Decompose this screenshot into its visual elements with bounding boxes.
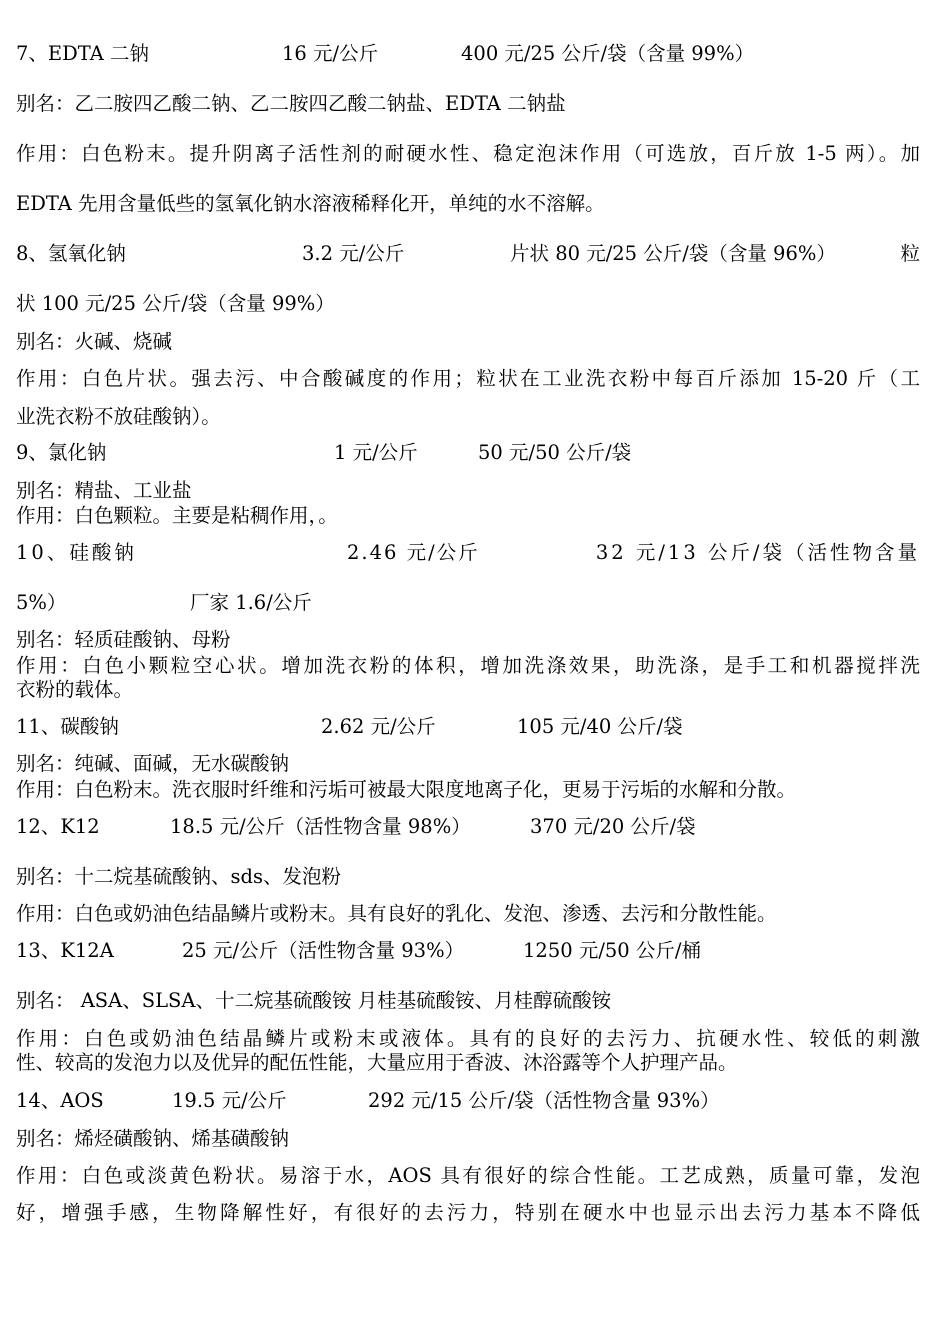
item-10-use-line-2: 衣粉的载体。 (16, 678, 134, 701)
item-11-unit-price: 2.62 元/公斤 (321, 715, 436, 738)
item-11-header (16, 714, 920, 740)
item-13-name: 13、K12A (16, 939, 114, 962)
item-14-use-line-2: 好，增强手感，生物降解性好，有很好的去污力，特别在硬水中也显示出去污力基本不降低 (16, 1201, 920, 1224)
item-13-unit-price: 25 元/公斤（活性物含量 93%） (182, 939, 465, 962)
item-13-header (16, 938, 920, 964)
item-7-alias: 别名：乙二胺四乙酸二钠、乙二胺四乙酸二钠盐、EDTA 二钠盐 (16, 92, 566, 115)
item-9-unit-price: 1 元/公斤 (334, 441, 418, 464)
item-11-use-line-1: 作用：白色粉末。洗衣服时纤维和污垢可被最大限度地离子化，更易于污垢的水解和分散。 (16, 778, 797, 801)
item-7-header (16, 41, 920, 67)
item-14-use-line-1: 作用：白色或淡黄色粉状。易溶于水，AOS 具有很好的综合性能。工艺成熟，质量可靠，发泡 (16, 1164, 920, 1187)
item-9-alias: 别名：精盐、工业盐 (16, 479, 192, 502)
item-13-use-line-2: 性、较高的发泡力以及优异的配伍性能，大量应用于香波、沐浴露等个人护理产品。 (16, 1051, 738, 1074)
item-8-alias: 别名：火碱、烧碱 (16, 330, 173, 353)
item-10-pack-price: 32 元/13 公斤/袋（活性物含量 (595, 541, 920, 564)
item-12-name: 12、K12 (16, 815, 100, 838)
item-14-alias: 别名：烯烃磺酸钠、烯基磺酸钠 (16, 1127, 290, 1150)
item-8-use-line-2: 业洗衣粉不放硅酸钠）。 (16, 405, 221, 428)
item-9-name: 9、氯化钠 (16, 441, 107, 464)
item-10-name: 10、硅酸钠 (16, 541, 137, 564)
item-14-header (16, 1088, 920, 1114)
item-12-alias: 别名：十二烷基硫酸钠、sds、发泡粉 (16, 865, 341, 888)
item-10-pack-price-cont: 5%） (16, 591, 67, 614)
item-12-unit-price: 18.5 元/公斤（活性物含量 98%） (170, 815, 471, 838)
item-10-alias: 别名：轻质硅酸钠、母粉 (16, 628, 231, 651)
item-13-alias: 别名： ASA、SLSA、十二烷基硫酸铵 月桂基硫酸铵、月桂醇硫酸铵 (16, 989, 612, 1012)
item-12-pack-price: 370 元/20 公斤/袋 (530, 815, 696, 838)
item-8-header (16, 241, 920, 267)
item-12-use-line-1: 作用：白色或奶油色结晶鳞片或粉末。具有良好的乳化、发泡、渗透、去污和分散性能。 (16, 902, 777, 925)
item-9-header (16, 440, 920, 466)
item-14-unit-price: 19.5 元/公斤 (172, 1089, 287, 1112)
item-13-use-line-1: 作用：白色或奶油色结晶鳞片或粉末或液体。具有的良好的去污力、抗硬水性、较低的刺激 (16, 1027, 920, 1050)
item-10-use-line-1: 作用：白色小颗粒空心状。增加洗衣粉的体积，增加洗涤效果，助洗涤，是手工和机器搅拌洗 (16, 654, 920, 677)
item-10-header (16, 540, 920, 566)
item-8-pack-price-cont: 状 100 元/25 公斤/袋（含量 99%） (16, 292, 335, 315)
item-7-name: 7、EDTA 二钠 (16, 42, 149, 65)
item-11-name: 11、碳酸钠 (16, 715, 119, 738)
item-14-name: 14、AOS (16, 1089, 104, 1112)
item-10-header-cont (16, 590, 920, 616)
item-8-pack-price: 片状 80 元/25 公斤/袋（含量 96%） (510, 242, 836, 265)
item-8-pack-price-wrap: 粒 (900, 242, 920, 265)
item-9-use-line-1: 作用：白色颗粒。主要是粘稠作用，。 (16, 504, 338, 527)
item-7-use-line-1: 作用：白色粉末。提升阴离子活性剂的耐硬水性、稳定泡沫作用（可选放，百斤放 1-5 两）。加 (16, 142, 920, 165)
item-13-pack-price: 1250 元/50 公斤/桶 (523, 939, 701, 962)
item-11-pack-price: 105 元/40 公斤/袋 (517, 715, 683, 738)
item-8-use-line-1: 作用：白色片状。强去污、中合酸碱度的作用；粒状在工业洗衣粉中每百斤添加 15-20 斤（工 (16, 367, 920, 390)
item-8-name: 8、氢氧化钠 (16, 242, 126, 265)
item-12-header (16, 814, 920, 840)
item-9-pack-price: 50 元/50 公斤/袋 (478, 441, 632, 464)
item-10-unit-price: 2.46 元/公斤 (347, 541, 480, 564)
item-7-pack-price: 400 元/25 公斤/袋（含量 99%） (461, 42, 755, 65)
item-7-use-line-2: EDTA 先用含量低些的氢氧化钠水溶液稀释化开，单纯的水不溶解。 (16, 192, 605, 215)
item-7-unit-price: 16 元/公斤 (282, 42, 379, 65)
item-14-pack-price: 292 元/15 公斤/袋（活性物含量 93%） (368, 1089, 720, 1112)
item-11-alias: 别名：纯碱、面碱，无水碳酸钠 (16, 752, 290, 775)
item-8-unit-price: 3.2 元/公斤 (302, 242, 405, 265)
item-10-factory-price: 厂家 1.6/公斤 (190, 591, 312, 614)
